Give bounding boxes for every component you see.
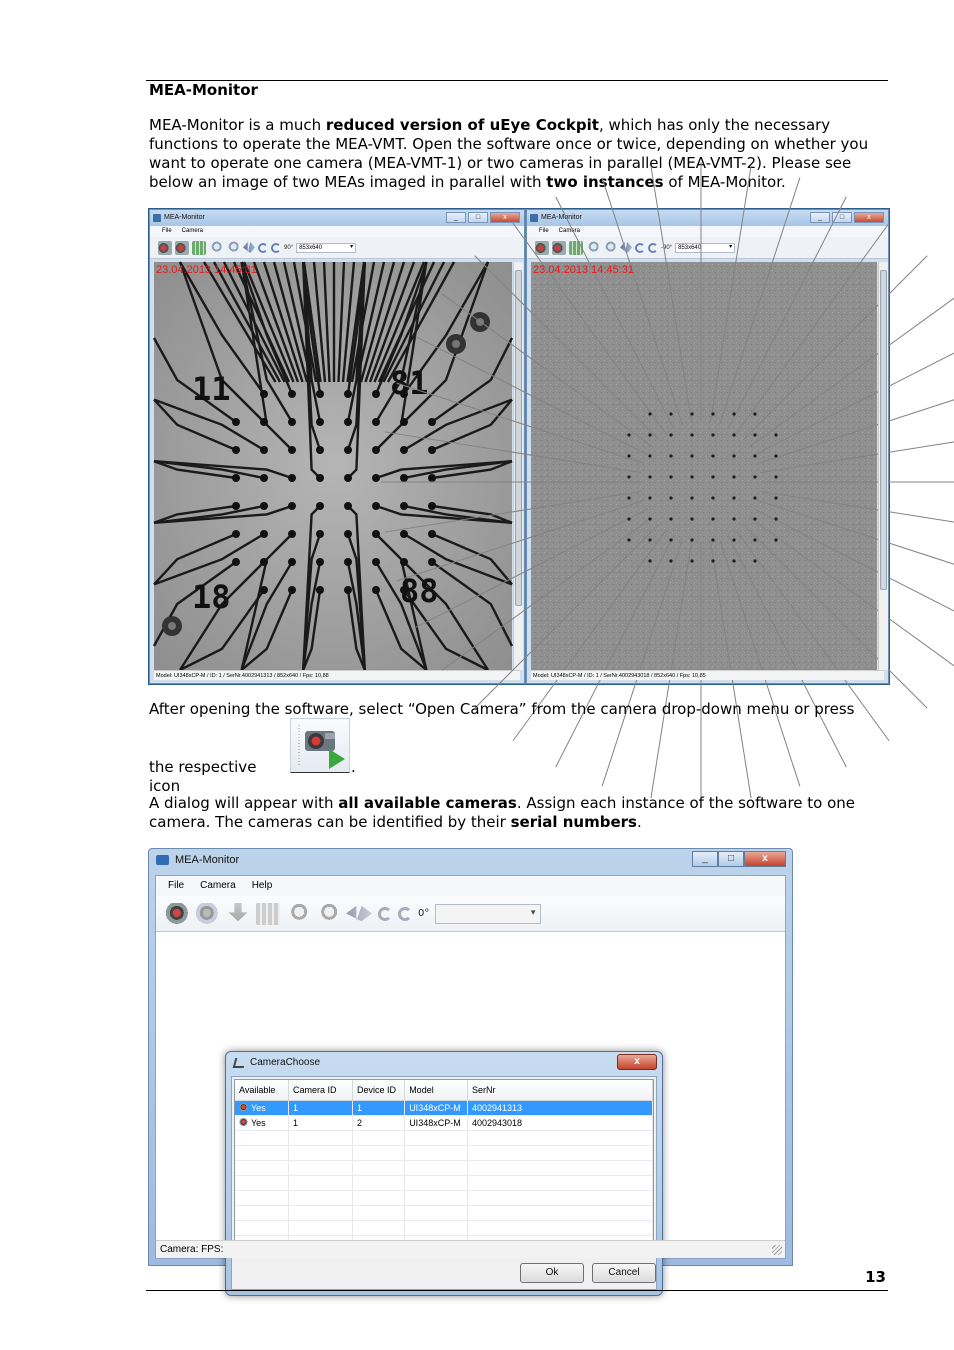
rotate-right-icon[interactable] [271, 243, 281, 253]
zoom-1-1-icon[interactable] [586, 241, 600, 255]
column-header-device-id[interactable]: Device ID [352, 1080, 404, 1100]
mirror-icon[interactable] [346, 903, 372, 925]
zoom-1-2-icon[interactable] [603, 241, 617, 255]
electrode-label: 18 [192, 578, 231, 616]
open-camera-icon[interactable] [166, 903, 190, 925]
minimize-button[interactable]: _ [810, 212, 830, 223]
mea-electrode-image-left [154, 262, 512, 670]
electrode-label: 11 [192, 370, 231, 408]
open-camera-icon[interactable] [552, 241, 566, 255]
table-row-empty [235, 1220, 653, 1235]
cell-camera-id: 1 [289, 1115, 353, 1130]
section-title: MEA-Monitor [149, 81, 258, 99]
resize-grip-icon[interactable] [772, 1245, 782, 1255]
cell-model: UI348xCP-M [405, 1115, 468, 1130]
cell-available: Yes [235, 1100, 289, 1115]
page-number: 13 [865, 1268, 886, 1286]
table-row-empty [235, 1160, 653, 1175]
menu-camera[interactable]: Camera [200, 880, 236, 891]
rotation-value: -90° [661, 244, 673, 251]
table-row-empty [235, 1145, 653, 1160]
instruction-icon-line: the respective icon [149, 758, 257, 795]
zoom-1-2-icon[interactable] [226, 241, 240, 255]
instruction-open-camera: After opening the software, select “Open Camera” from the camera drop-down menu or press [149, 700, 855, 718]
dialog-titlebar [226, 1052, 662, 1074]
cell-available: Yes [235, 1115, 289, 1130]
icon-period: . [351, 758, 356, 776]
menu-bar [156, 876, 785, 896]
fit-window-icon[interactable] [569, 241, 583, 255]
status-bar: Model: UI348xCP-M / ID: 1 / SerNr.4002943018 / 852x640 / Fps: 10,85 [531, 670, 884, 680]
mea-electrode-image-right [531, 262, 877, 670]
fit-window-icon[interactable] [256, 903, 280, 925]
column-header-model[interactable]: Model [405, 1080, 468, 1100]
cell-camera-id: 1 [289, 1100, 353, 1115]
mea-monitor-window-left [149, 209, 525, 684]
menu-file[interactable]: File [168, 880, 185, 891]
close-button[interactable]: x [854, 212, 884, 223]
cell-device-id: 1 [352, 1100, 404, 1115]
maximize-button[interactable]: □ [832, 212, 852, 223]
resolution-dropdown[interactable]: 853x640 ▾ [296, 243, 356, 253]
ok-button[interactable]: Ok [520, 1263, 584, 1283]
toolbar [527, 237, 888, 259]
app-icon [153, 214, 161, 222]
rotation-value: 90° [284, 244, 294, 251]
scrollbar-thumb[interactable] [880, 270, 887, 590]
rotate-right-icon[interactable] [398, 907, 412, 921]
dialog-title: CameraChoose [250, 1057, 321, 1068]
column-header-sernr[interactable]: SerNr [467, 1080, 652, 1100]
window-titlebar [527, 210, 888, 226]
status-bar: Camera: FPS: [156, 1240, 785, 1258]
window-client [155, 875, 786, 1278]
close-camera-icon[interactable] [196, 903, 220, 925]
column-header-camera-id[interactable]: Camera ID [289, 1080, 353, 1100]
window-title: MEA-Monitor [175, 854, 240, 866]
eye-icon [156, 855, 169, 865]
camera-table [235, 1080, 653, 1251]
camera-image-left [154, 262, 512, 670]
cell-sernr: 4002943018 [467, 1115, 652, 1130]
mirror-icon[interactable] [243, 241, 255, 255]
app-icon [530, 214, 538, 222]
table-row[interactable] [235, 1115, 653, 1130]
fit-window-icon[interactable] [192, 241, 206, 255]
close-camera-icon[interactable] [158, 241, 172, 255]
window-title: MEA-Monitor [164, 214, 205, 221]
rotation-value: 0° [418, 908, 430, 919]
open-camera-icon [290, 718, 350, 773]
table-row[interactable] [235, 1100, 653, 1115]
toolbar [150, 237, 524, 259]
camera-icon [239, 1118, 249, 1127]
status-bar: Model: UI348xCP-M / ID: 1 / SerNr.4002941313 / 852x640 / Fps: 10,88 [154, 670, 520, 680]
table-row-empty [235, 1190, 653, 1205]
camera-list[interactable] [234, 1079, 654, 1254]
menu-bar [150, 226, 524, 237]
menu-file[interactable]: File [162, 228, 172, 234]
table-row-empty [235, 1175, 653, 1190]
maximize-button[interactable]: □ [718, 851, 744, 867]
menu-camera[interactable]: Camera [181, 228, 204, 234]
column-header-available[interactable]: Available [235, 1080, 289, 1100]
resolution-dropdown[interactable]: 853x640 ▾ [675, 243, 735, 253]
menu-file[interactable]: File [539, 228, 549, 234]
resolution-dropdown[interactable] [435, 904, 541, 924]
maximize-button[interactable]: □ [468, 212, 488, 223]
toolbar [156, 896, 785, 932]
zoom-1-1-icon[interactable] [209, 241, 223, 255]
zoom-1-2-icon[interactable] [316, 903, 340, 925]
vertical-scrollbar[interactable] [878, 262, 888, 670]
rotate-left-icon[interactable] [258, 243, 268, 253]
scrollbar-thumb[interactable] [515, 270, 522, 606]
mea-monitor-camera-choose-screenshot [148, 848, 793, 1278]
rotate-left-icon[interactable] [378, 907, 392, 921]
window-titlebar [149, 849, 792, 871]
minimize-button[interactable]: _ [692, 851, 718, 867]
open-camera-icon[interactable] [175, 241, 189, 255]
table-row-empty [235, 1130, 653, 1145]
electrode-label: 81 [390, 364, 429, 402]
camera-icon [239, 1103, 249, 1112]
screenshot-two-instances [148, 208, 890, 685]
cancel-button[interactable]: Cancel [592, 1263, 656, 1283]
dialog-icon [233, 1058, 247, 1068]
cell-sernr: 4002941313 [467, 1100, 652, 1115]
close-button[interactable]: x [490, 212, 520, 223]
download-icon[interactable] [226, 903, 250, 925]
dialog-close-button[interactable]: x [617, 1054, 657, 1070]
mea-monitor-window-right [526, 209, 889, 684]
camera-choose-dialog [225, 1051, 663, 1296]
dialog-explanation: A dialog will appear with all available cameras. Assign each instance of the software to one camera. The cameras can be identified by their serial numbers. [149, 794, 856, 831]
camera-image-right [531, 262, 877, 670]
zoom-1-1-icon[interactable] [286, 903, 310, 925]
menu-camera[interactable]: Camera [558, 228, 581, 234]
cell-model: UI348xCP-M [405, 1100, 468, 1115]
menu-bar [527, 226, 888, 237]
minimize-button[interactable]: _ [446, 212, 466, 223]
window-title: MEA-Monitor [541, 214, 582, 221]
table-row-empty [235, 1205, 653, 1220]
close-button[interactable]: x [744, 851, 786, 867]
menu-help[interactable]: Help [251, 880, 273, 891]
rotate-right-icon[interactable] [648, 243, 658, 253]
intro-paragraph: MEA-Monitor is a much reduced version of uEye Cockpit, which has only the necessary functions to operate the MEA-VMT. Open the software once or twice, depending on whether you want to operate one camera (MEA-VMT-1) or two cameras in parallel (MEA-VMT-2). Please see below an image of two MEAs imaged in parallel with two instances of MEA-Monitor. [149, 116, 869, 191]
vertical-scrollbar[interactable] [513, 262, 523, 670]
cell-device-id: 2 [352, 1115, 404, 1130]
bottom-rule [146, 1290, 888, 1291]
window-titlebar [150, 210, 524, 226]
electrode-label: 88 [400, 572, 439, 610]
rotate-left-icon[interactable] [635, 243, 645, 253]
timestamp-overlay: 23.04.2013 14:45:31 [156, 264, 257, 276]
timestamp-overlay: 23.04.2013 14:45:31 [533, 264, 634, 276]
close-camera-icon[interactable] [535, 241, 549, 255]
